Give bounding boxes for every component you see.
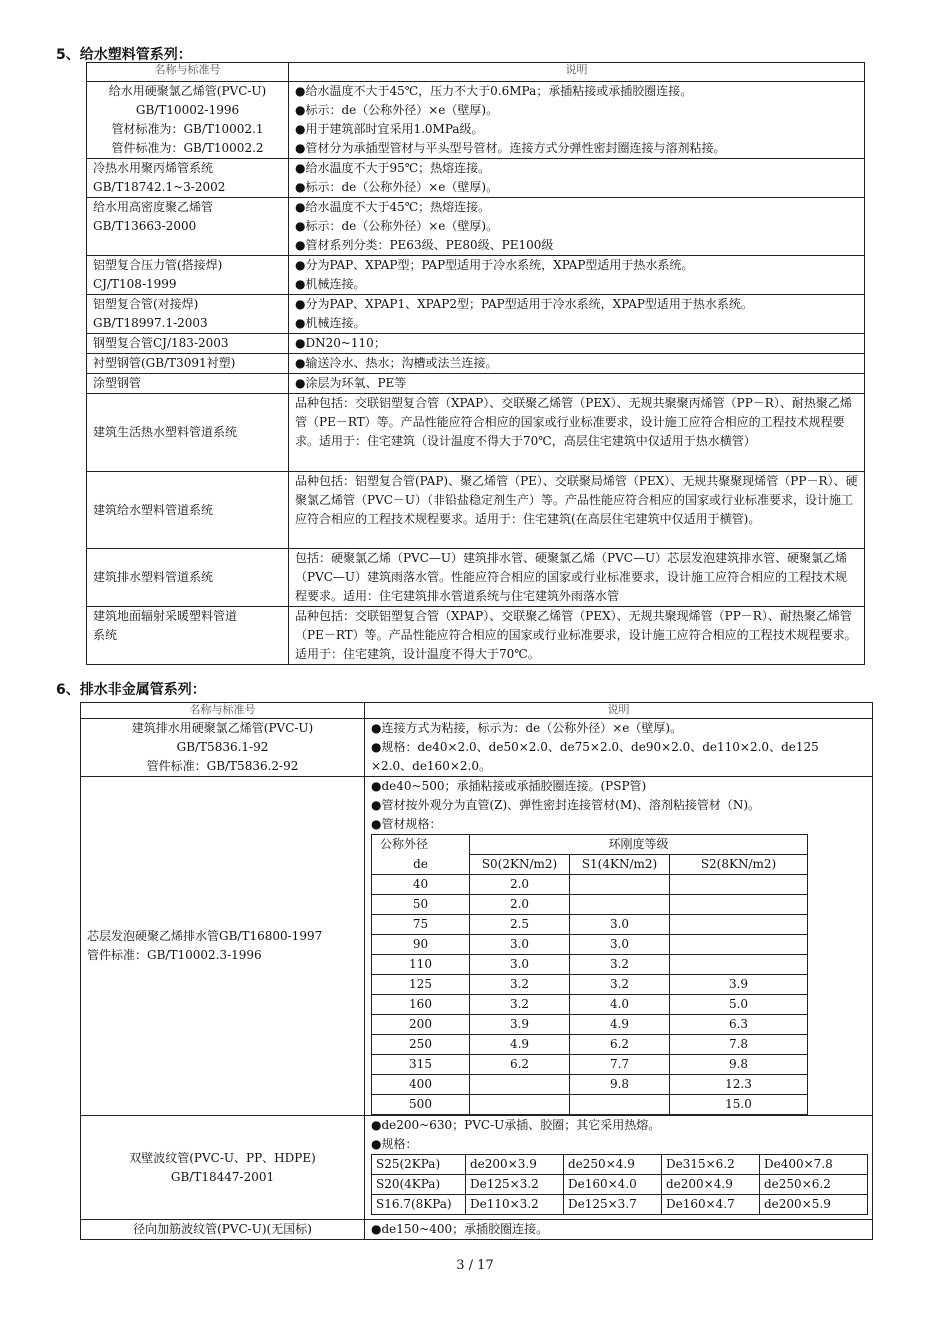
table-row: 径向加筋波纹管(PVC-U)(无国标) ●de150~400；承插胶圈连接。	[81, 1220, 873, 1240]
header-name: 名称与标准号	[81, 703, 365, 719]
table-cell: 200	[372, 1015, 470, 1035]
table-row	[372, 1095, 808, 1115]
table-cell: 250	[372, 1035, 470, 1055]
table-row: 建筑排水塑料管道系统 包括：硬聚氯乙烯（PVC—U）建筑排水管、硬聚氯乙烯（PVC—U）芯层发泡建筑排水管、硬聚氯乙烯（PVC—U）建筑雨落水管。性能应符合相应的国家或行业标准要求，设计施工应符合相应的工程技术规程要求。适用：住宅建筑排水管道系统与住宅建筑外雨落水管	[87, 549, 865, 607]
table-cell: S16.7(8KPa)	[372, 1195, 466, 1215]
table-cell	[670, 935, 808, 955]
table-cell: 6.3	[670, 1015, 808, 1035]
table-cell: 6.2	[470, 1055, 570, 1075]
table-row	[372, 1035, 808, 1055]
table-cell: De110×3.2	[466, 1195, 564, 1215]
row-name: 给水用硬聚氯乙烯管(PVC-U)	[108, 84, 267, 98]
table-cell	[670, 955, 808, 975]
table-cell: 3.2	[470, 995, 570, 1015]
table-cell	[470, 1095, 570, 1115]
ring-stiffness-table: 公称外径 环刚度等级 de S0(2KN/m2) S1(4KN/m2) S2(8KN/m2) 40 2.0 50 2.0 75 2.5 3.0 90 3.0 3.0 110 3.0 3.2 125 3.2 3.2 3.9 160 3.2 4.0 5.0 200 3.9 4.9 6.3 250 4.9 6.2 7.8 315 6.2 7.7 9.8 400 9.8 12.3 500 15.0	[371, 834, 808, 1115]
table-cell: 3.0	[470, 955, 570, 975]
table-cell: de200×5.9	[760, 1195, 868, 1215]
section-5-title: 5、给水塑料管系列：	[56, 47, 192, 63]
table-cell: 3.2	[570, 975, 670, 995]
table-cell: 3.2	[570, 955, 670, 975]
table-row: 铝塑复合压力管(搭接焊) CJ/T108-1999 ●分为PAP、XPAP型；PAP型适用于冷水系统，XPAP型适用于热水系统。 ●机械连接。	[87, 256, 865, 295]
table-cell: de200×3.9	[466, 1155, 564, 1175]
table-cell: 6.2	[570, 1035, 670, 1055]
table-row	[372, 935, 808, 955]
table-row: 钢塑复合管CJ/183-2003 ●DN20~110；	[87, 334, 865, 354]
table-cell: 7.7	[570, 1055, 670, 1075]
table-row: 建筑给水塑料管道系统 品种包括：铝塑复合管(PAP)、聚乙烯管（PE）、交联聚局烯管（PEX）、无规共聚聚现烯管（PP－R）、硬聚氯乙烯管（PVC－U）（非铅盐稳定剂生产）等。产品性能应符合相应的国家或行业标准要求，设计施工应符合相应的工程技术规程要求。适用于：住宅建筑(在高层住宅建筑中仅适用于横管)。	[87, 472, 865, 549]
table-cell: 15.0	[670, 1095, 808, 1115]
table-cell: De160×4.7	[662, 1195, 760, 1215]
page-number: 3 / 17	[456, 1258, 494, 1273]
table-cell: de250×4.9	[564, 1155, 662, 1175]
table-cell: 9.8	[670, 1055, 808, 1075]
table-cell	[570, 895, 670, 915]
table-cell: 7.8	[670, 1035, 808, 1055]
table-cell: 50	[372, 895, 470, 915]
table-cell: De125×3.7	[564, 1195, 662, 1215]
table-cell: 160	[372, 995, 470, 1015]
table-row: 冷热水用聚丙烯管系统 GB/T18742.1~3-2002 ●给水温度不大于95℃；热熔连接。 ●标示：de（公称外径）×e（壁厚)。	[87, 159, 865, 198]
col-header-ring: 环刚度等级	[470, 835, 808, 855]
table-cell	[570, 1095, 670, 1115]
table-row: 建筑地面辐射采暖塑料管道 系统 品种包括：交联铝塑复合管（XPAP）、交联聚乙烯管（PEX）、无规共聚现烯管（PP－R）、耐热聚乙烯管（PE－RT）等。产品性能应符合相应的国家或行业标准要求，设计施工应符合相应的工程技术规程要求。适用于：住宅建筑，设计温度不得大于70℃。	[87, 607, 865, 665]
table-row	[372, 975, 808, 995]
table-row	[372, 1055, 808, 1075]
table-cell: 4.9	[570, 1015, 670, 1035]
table-cell: S20(4KPa)	[372, 1175, 466, 1195]
table-cell: 110	[372, 955, 470, 975]
table-row: 给水用硬聚氯乙烯管(PVC-U) GB/T10002-1996 管材标准为：GB/T10002.1 管件标准为：GB/T10002.2 ●给水温度不大于45℃，压力不大于0.6MPa；承插粘接或承插胶圈连接。 ●标示：de（公称外径）×e（壁厚)。 ●用于建筑部时宜采用1.0MPa级。 ●管材分为承插型管材与平头型号管材。连接方式分弹性密封圈连接与溶剂粘接。	[87, 82, 865, 159]
table-row	[372, 995, 808, 1015]
table-cell: de250×6.2	[760, 1175, 868, 1195]
table-cell: 2.5	[470, 915, 570, 935]
table-cell: 315	[372, 1055, 470, 1075]
spec-table	[371, 1154, 868, 1215]
header-desc: 说明	[289, 63, 865, 82]
table-cell: 3.0	[570, 935, 670, 955]
row-desc: ●给水温度不大于45℃，压力不大于0.6MPa；承插粘接或承插胶圈连接。	[295, 84, 693, 98]
table-row: 铝塑复合管(对接焊) GB/T18997.1-2003 ●分为PAP、XPAP1、XPAP2型；PAP型适用于冷水系统，XPAP型适用于热水系统。 ●机械连接。	[87, 295, 865, 334]
header-name: 名称与标准号	[87, 63, 289, 82]
table-cell: 5.0	[670, 995, 808, 1015]
table-cell: 500	[372, 1095, 470, 1115]
table-cell: 4.9	[470, 1035, 570, 1055]
table-cell: 4.0	[570, 995, 670, 1015]
table-row: 芯层发泡硬聚乙烯排水管GB/T16800-1997 管件标准：GB/T10002.3-1996 ●de40~500；承插粘接或承插胶圈连接。(PSP管) ●管材按外观分为直管(Z)、弹性密封连接管材(M)、溶剂粘接管材（N)。 ●管材规格： 公称外径 环刚度等级 de S0(2KN/m2) S1(4KN/m2) S2(8KN/m2) 40 2.0 50 2.0 75 2.5 3.0 90 3.0 3.0 110 3.0 3.2 125 3.2 3.2 3.9 160 3.2 4.0 5.0 200 3.9 4.9 6.3 250 4.9 6.2 7.8 315 6.2 7.7 9.8 400 9.8 12.3 500 15.0	[81, 777, 873, 1116]
table-cell	[670, 875, 808, 895]
table-cell: De315×6.2	[662, 1155, 760, 1175]
header-desc: 说明	[365, 703, 873, 719]
section-6-table	[80, 702, 873, 1240]
table-cell: De400×7.8	[760, 1155, 868, 1175]
table-row: 建筑排水用硬聚氯乙烯管(PVC-U) GB/T5836.1-92 管件标准：GB/T5836.2-92 ●连接方式为粘接，标示为：de（公称外径）×e（壁厚)。 ●规格：de40×2.0、de50×2.0、de75×2.0、de90×2.0、de110×2.0、de125 ×2.0、de160×2.0。	[81, 719, 873, 777]
table-cell: de200×4.9	[662, 1175, 760, 1195]
table-cell: 400	[372, 1075, 470, 1095]
col-header-diameter: 公称外径	[372, 835, 470, 855]
table-row	[372, 1015, 808, 1035]
table-row	[372, 875, 808, 895]
table-cell: De160×4.0	[564, 1175, 662, 1195]
table-cell: 3.2	[470, 975, 570, 995]
table-row	[372, 915, 808, 935]
table-cell: 125	[372, 975, 470, 995]
table-row: 衬塑钢管(GB/T3091衬塑) ●输送冷水、热水；沟槽或法兰连接。	[87, 354, 865, 374]
table-cell	[670, 915, 808, 935]
table-row	[372, 1175, 868, 1195]
table-cell: 2.0	[470, 895, 570, 915]
table-cell: 3.9	[470, 1015, 570, 1035]
table-cell	[570, 875, 670, 895]
table-cell: 75	[372, 915, 470, 935]
table-row: 双壁波纹管(PVC-U、PP、HDPE) GB/T18447-2001 ●de200~630；PVC-U承插、胶圈；其它采用热熔。 ●规格： S25(2KPa) de200×3.9 de250×4.9 De315×6.2 De400×7.8 S20(4KPa) De125×3.2 De160×4.0 de200×4.9 de250×6.2 S16.7(8KPa) De110×3.2 De125×3.7 De160×4.7 de200×5.9	[81, 1116, 873, 1220]
table-row	[372, 1075, 808, 1095]
table-cell: 40	[372, 875, 470, 895]
table-cell: 12.3	[670, 1075, 808, 1095]
table-cell	[670, 895, 808, 915]
table-row: 涂塑钢管 ●涂层为环氧、PE等	[87, 374, 865, 394]
table-cell: 2.0	[470, 875, 570, 895]
section-5-table	[86, 62, 865, 665]
table-cell: 3.9	[670, 975, 808, 995]
table-cell: 3.0	[470, 935, 570, 955]
table-row: 给水用高密度聚乙烯管 GB/T13663-2000 ●给水温度不大于45℃；热熔连接。 ●标示：de（公称外径）×e（壁厚)。 ●管材系列分类：PE63级、PE80级、PE100级	[87, 198, 865, 256]
table-cell: De125×3.2	[466, 1175, 564, 1195]
table-cell: S25(2KPa)	[372, 1155, 466, 1175]
table-row: 建筑生活热水塑料管道系统 品种包括：交联铝塑复合管（XPAP）、交联聚乙烯管（PEX）、无规共聚聚丙烯管（PP－R）、耐热聚乙烯管（PE－RT）等。产品性能应符合相应的国家或行业标准要求，设计施工应符合相应的工程技术规程要求。适用于：住宅建筑（设计温度不得大于70℃，高层住宅建筑中仅适用于热水横管）	[87, 394, 865, 472]
table-cell: 90	[372, 935, 470, 955]
table-cell: 9.8	[570, 1075, 670, 1095]
table-cell	[470, 1075, 570, 1095]
table-row	[372, 955, 808, 975]
table-row	[372, 1195, 868, 1215]
section-6-title: 6、排水非金属管系列：	[56, 682, 206, 698]
table-cell: 3.0	[570, 915, 670, 935]
table-row	[372, 1155, 868, 1175]
table-row	[372, 895, 808, 915]
